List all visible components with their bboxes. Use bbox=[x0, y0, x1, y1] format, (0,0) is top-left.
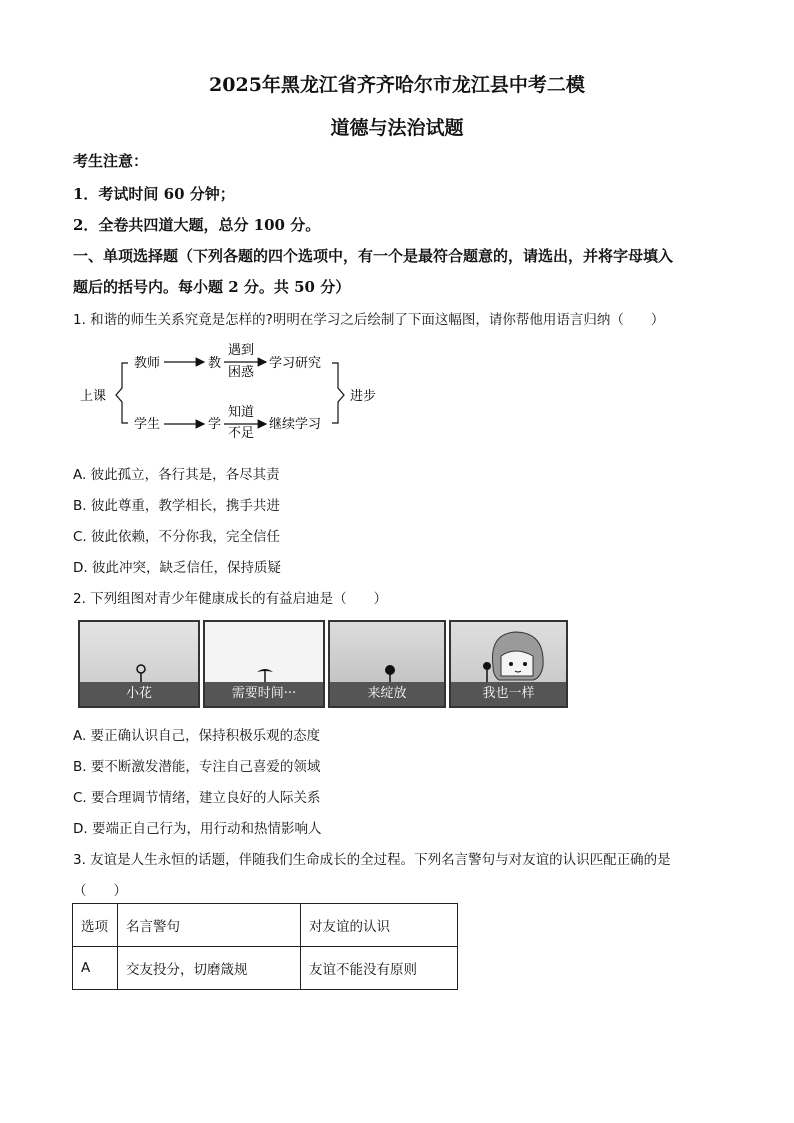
comic-panel-4 bbox=[449, 620, 568, 708]
table-header-cell: 名言警句 bbox=[118, 904, 301, 947]
table-header-cell: 对友谊的认识 bbox=[301, 904, 458, 947]
diagram-student-label: 学生 bbox=[134, 417, 161, 432]
table-cell: 友谊不能没有原则 bbox=[301, 947, 458, 990]
diagram-progress-label: 进步 bbox=[350, 389, 377, 404]
right-brace bbox=[332, 363, 344, 423]
q1-option-a: A. 彼此孤立，各行其是，各尽其责 bbox=[73, 467, 280, 483]
q1-option-d: D. 彼此冲突，缺乏信任，保持质疑 bbox=[73, 560, 281, 576]
q2-option-d: D. 要端正自己行为，用行动和热情影响人 bbox=[73, 821, 322, 837]
q2-option-a: A. 要正确认识自己，保持积极乐观的态度 bbox=[73, 728, 321, 744]
q2-option-b: B. 要不断激发潜能，专注自己喜爱的领域 bbox=[73, 759, 321, 775]
table-header-cell: 选项 bbox=[73, 904, 118, 947]
q3-table bbox=[72, 903, 458, 990]
q2-option-c: C. 要合理调节情绪，建立良好的人际关系 bbox=[73, 790, 321, 806]
diagram-insufficient-label: 不足 bbox=[228, 426, 255, 441]
table-cell: 交友投分，切磨箴规 bbox=[118, 947, 301, 990]
left-brace bbox=[116, 363, 128, 423]
table-header-row bbox=[73, 904, 458, 947]
exam-title: 2025年黑龙江省齐齐哈尔市龙江县中考二模 bbox=[209, 74, 585, 96]
diagram-continue-label: 继续学习 bbox=[269, 417, 322, 432]
diagram-teacher-label: 教师 bbox=[134, 356, 161, 371]
table-cell: A bbox=[73, 947, 118, 990]
panel-caption: 我也一样 bbox=[451, 682, 566, 706]
diagram-meet-label: 遇到 bbox=[228, 343, 255, 358]
q1-option-b: B. 彼此尊重，教学相长，携手共进 bbox=[73, 498, 280, 514]
panel-caption: 需要时间··· bbox=[205, 682, 323, 706]
comic-panel-1 bbox=[78, 620, 200, 708]
diagram-know-label: 知道 bbox=[228, 405, 255, 420]
table-row bbox=[73, 947, 458, 990]
q2-stem: 2. 下列组图对青少年健康成长的有益启迪是（ ） bbox=[73, 591, 388, 607]
panel-caption: 来绽放 bbox=[330, 682, 444, 706]
girl-with-flower-icon bbox=[475, 626, 555, 686]
diagram-teach-label: 教 bbox=[208, 356, 222, 371]
q1-option-c: C. 彼此依赖，不分你我，完全信任 bbox=[73, 529, 281, 545]
q3-stem-line2: （ ） bbox=[73, 883, 127, 899]
section1-instruction-line1: 一、单项选择题（下列各题的四个选项中，有一个是最符合题意的，请选出，并将字母填入 bbox=[73, 247, 674, 265]
comic-panel-3 bbox=[328, 620, 446, 708]
exam-subtitle: 道德与法治试题 bbox=[330, 117, 464, 139]
notice-item-1: 1．考试时间 60 分钟； bbox=[73, 185, 235, 203]
notice-item-2: 2．全卷共四道大题，总分 100 分。 bbox=[73, 216, 321, 234]
comic-panel-2 bbox=[203, 620, 325, 708]
diagram-start-label: 上课 bbox=[80, 389, 107, 404]
diagram-confusion-label: 困惑 bbox=[228, 365, 255, 380]
section1-instruction-line2: 题后的括号内。每小题 2 分。共 50 分） bbox=[73, 278, 351, 296]
notice-heading: 考生注意： bbox=[73, 152, 149, 170]
q3-stem-line1: 3. 友谊是人生永恒的话题，伴随我们生命成长的全过程。下列名言警句与对友谊的认识匹配正确的是 bbox=[73, 852, 671, 868]
q1-concept-diagram bbox=[70, 338, 410, 443]
diagram-learn-label: 学 bbox=[208, 417, 222, 432]
diagram-research-label: 学习研究 bbox=[269, 356, 322, 371]
q1-stem: 1. 和谐的师生关系究竟是怎样的?明明在学习之后绘制了下面这幅图，请你帮他用语言归纳（ ） bbox=[73, 312, 665, 328]
panel-caption: 小花 bbox=[80, 682, 198, 706]
